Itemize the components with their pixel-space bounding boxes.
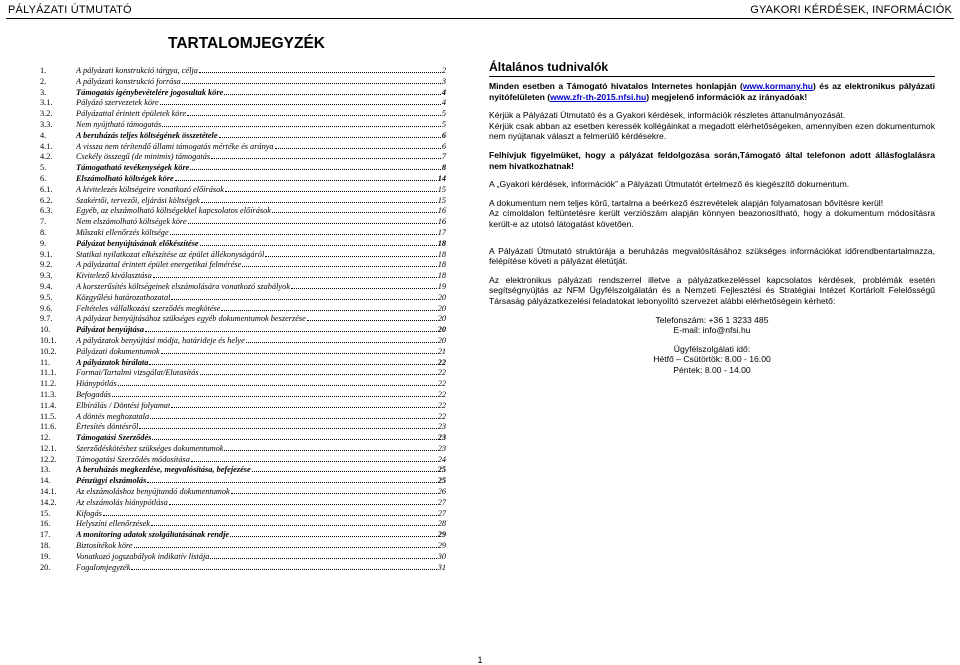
toc-entry[interactable] — [40, 206, 446, 217]
toc-entry[interactable] — [40, 390, 446, 401]
general-info-column — [489, 60, 935, 375]
toc-entry-number: 9.2. — [40, 260, 53, 270]
notice-text-end: ) megjelenő információk az irányadóak! — [646, 91, 808, 102]
toc-entry-number: 10.2. — [40, 346, 57, 356]
toc-entry-page: 14 — [437, 173, 446, 183]
toc-leader-dots — [307, 314, 437, 321]
toc-entry-title: A pályázati konstrukció tárgya, célja — [76, 66, 198, 75]
toc-leader-dots — [211, 152, 441, 159]
toc-entry[interactable] — [40, 476, 446, 487]
toc-entry-number: 9. — [40, 238, 47, 248]
paragraph-version-info: Az címoldalon feltüntetésre került verziószám alapján könnyen beazonosítható, hogy a dokumentum módosításra került-e az utolsó látogatást követően. — [489, 208, 935, 229]
toc-entry-title: A pályázattal érintett épület energetikai felmérése — [76, 260, 242, 270]
toc-leader-dots — [182, 77, 441, 84]
toc-entry-number: 12.1. — [40, 443, 57, 453]
toc-entry-title: Pályázat benyújtásának előkészítése — [76, 238, 199, 248]
kormany-link[interactable]: www.kormany.hu — [742, 81, 814, 91]
toc-entry[interactable] — [40, 196, 446, 207]
toc-leader-dots — [169, 498, 437, 505]
toc-entry-title: A pályázatok bírálata — [76, 357, 149, 367]
toc-entry-title: A pályázat benyújtásához szükséges egyéb dokumentumok beszerzése — [76, 314, 306, 324]
toc-entry-page: 29 — [437, 541, 446, 551]
toc-entry[interactable] — [40, 412, 446, 423]
toc-leader-dots — [230, 530, 437, 537]
toc-leader-dots — [224, 88, 441, 95]
toc-entry[interactable] — [40, 509, 446, 520]
toc-entry-title: Közgyűlési határozathozatal — [76, 292, 171, 302]
toc-entry[interactable] — [40, 455, 446, 466]
notice-text-middle: ) és az elektronikus pályázati nyitófelületen ( — [489, 81, 935, 102]
toc-leader-dots — [246, 336, 437, 343]
toc-entry-number: 1. — [40, 66, 47, 75]
toc-entry-number: 4. — [40, 130, 47, 140]
toc-entry-number: 11.5. — [40, 411, 57, 421]
toc-entry-title: A pályázati konstrukció forrása — [76, 76, 181, 86]
toc-entry-title: A korszerűsítés költségeinek elszámolására vonatkozó szabályok — [76, 281, 290, 291]
toc-entry-number: 9.5. — [40, 292, 53, 302]
toc-entry-number: 3. — [40, 87, 47, 97]
toc-title: TARTALOMJEGYZÉK — [168, 35, 326, 52]
toc-entry-number: 18. — [40, 541, 51, 551]
toc-entry-number: 12. — [40, 433, 51, 443]
paragraph-study-request: Kérjük a Pályázati Útmutató és a Gyakori kérdések, információk részletes áttanulmányozását. — [489, 110, 846, 121]
toc-entry[interactable] — [40, 271, 446, 282]
toc-entry-title: Pályázati dokumentumok — [76, 346, 160, 356]
toc-entry-page: 5 — [441, 119, 446, 129]
toc-entry-number: 7. — [40, 217, 47, 227]
toc-entry-number: 11. — [40, 357, 51, 367]
toc-leader-dots — [149, 358, 436, 365]
toc-entry-number: 6. — [40, 173, 47, 183]
toc-leader-dots — [200, 239, 437, 246]
toc-entry-page: 29 — [437, 530, 446, 540]
toc-entry[interactable] — [40, 88, 446, 99]
toc-entry-title: Értesítés döntésről — [76, 422, 139, 432]
toc-entry-number: 3.3. — [40, 119, 53, 129]
toc-entry-number: 15. — [40, 508, 51, 518]
toc-entry[interactable] — [40, 217, 446, 228]
toc-entry-page: 15 — [437, 195, 446, 205]
notice-text-start: Minden esetben a Támogató hivatalos Internetes honlapján ( — [489, 81, 743, 91]
toc-entry-number: 17. — [40, 530, 51, 540]
toc-entry-page: 20 — [437, 314, 446, 324]
toc-entry[interactable] — [40, 66, 446, 77]
toc-entry-page: 4 — [441, 87, 446, 97]
general-info-title: Általános tudnivalók — [489, 60, 935, 77]
toc-entry-number: 14.1. — [40, 487, 57, 497]
toc-entry-page: 16 — [437, 206, 446, 216]
toc-leader-dots — [118, 379, 437, 386]
toc-entry[interactable] — [40, 163, 446, 174]
toc-entry-page: 17 — [437, 227, 446, 237]
toc-leader-dots — [265, 250, 436, 257]
toc-leader-dots — [175, 174, 437, 181]
toc-entry-title: Formai/Tartalmi vizsgálat/Elutasítás — [76, 368, 199, 378]
toc-leader-dots — [160, 98, 441, 105]
toc-entry-title: Az elszámoláshoz benyújtandó dokumentumok — [76, 487, 230, 497]
toc-entry[interactable] — [40, 120, 446, 131]
toc-entry-title: Feltételes vállalkozási szerződés megkötése — [76, 303, 221, 313]
toc-entry-title: Statikai nyilatkozat elkészítése az épület állékonyságáról — [76, 249, 265, 259]
toc-entry[interactable] — [40, 174, 446, 185]
paragraph-contact-request: Kérjük csak abban az esetben keressék kollégáinkat a megadott elérhetőségeken, amennyiben ezen dokumentumok nem nyújtanak választ a felmerülő kérdésekre. — [489, 120, 935, 142]
toc-leader-dots — [210, 552, 436, 559]
toc-entry-title: Hiánypótlás — [76, 379, 117, 389]
toc-entry-title: Támogatható tevékenységek köre — [76, 163, 190, 173]
toc-leader-dots — [147, 476, 436, 483]
toc-entry-page: 6 — [441, 130, 446, 140]
toc-entry-title: Vonatkozó jogszabályok indikatív listája — [76, 551, 210, 561]
toc-leader-dots — [103, 509, 437, 516]
toc-entry-page: 18 — [437, 238, 446, 248]
toc-entry-page: 27 — [437, 508, 446, 518]
toc-entry-page: 5 — [441, 109, 446, 119]
toc-entry-page: 18 — [437, 249, 446, 259]
toc-entry[interactable] — [40, 131, 446, 142]
toc-entry-number: 11.1. — [40, 368, 57, 378]
paragraph-document-scope: A dokumentum nem teljes körű, tartalma a beérkező észrevételek alapján folyamatosan bővítésre kerül! — [489, 197, 884, 208]
toc-entry[interactable] — [40, 293, 446, 304]
toc-entry-page: 16 — [437, 217, 446, 227]
toc-entry[interactable] — [40, 142, 446, 153]
toc-entry[interactable] — [40, 185, 446, 196]
toc-entry-number: 12.2. — [40, 454, 57, 464]
toc-entry-page: 4 — [441, 98, 446, 108]
toc-entry-title: Elbírálás / Döntési folyamat — [76, 400, 171, 410]
toc-entry-title: A vissza nem térítendő állami támogatás mértéke és aránya — [76, 141, 274, 151]
nfsi-link[interactable]: www.zfr-th-2015.nfsi.hu — [550, 91, 647, 102]
toc-leader-dots — [272, 206, 437, 213]
toc-entry-page: 20 — [437, 303, 446, 313]
toc-entry-number: 13. — [40, 465, 51, 475]
toc-entry-page: 18 — [437, 260, 446, 270]
toc-entry[interactable] — [40, 228, 446, 239]
toc-entry-page: 22 — [437, 357, 446, 367]
toc-leader-dots — [188, 217, 437, 224]
toc-leader-dots — [201, 196, 437, 203]
toc-entry[interactable] — [40, 401, 446, 412]
toc-entry-title: Pénzügyi elszámolás — [76, 476, 147, 486]
toc-leader-dots — [224, 444, 436, 451]
toc-entry-number: 20. — [40, 562, 51, 572]
toc-entry-title: A kivitelezés költségeire vonatkozó előírások — [76, 184, 224, 194]
toc-entry-title: Pályázó szervezetek köre — [76, 98, 159, 108]
toc-entry[interactable] — [40, 541, 446, 552]
toc-entry-number: 4.1. — [40, 141, 53, 151]
toc-entry[interactable] — [40, 109, 446, 120]
toc-entry[interactable] — [40, 98, 446, 109]
toc-entry-page: 25 — [437, 465, 446, 475]
toc-leader-dots — [190, 163, 440, 170]
toc-entry-title: Helyszíni ellenőrzések — [76, 519, 150, 529]
toc-entry-page: 22 — [437, 368, 446, 378]
header-document-title: PÁLYÁZATI ÚTMUTATÓ — [8, 4, 132, 16]
toc-leader-dots — [139, 422, 436, 429]
toc-entry[interactable] — [40, 358, 446, 369]
toc-entry[interactable] — [40, 77, 446, 88]
toc-entry-page: 22 — [437, 389, 446, 399]
paragraph-document-purpose: A „Gyakori kérdések, információk” a Pályázati Útmutatót értelmező és kiegészítő dokumentum. — [489, 179, 850, 190]
toc-entry-page: 6 — [441, 141, 446, 151]
toc-entry-title: Nem nyújtható támogatás — [76, 119, 162, 129]
toc-entry-title: Befogadás — [76, 389, 112, 399]
toc-entry[interactable] — [40, 260, 446, 271]
toc-entry-page: 20 — [437, 292, 446, 302]
toc-entry-page: 23 — [437, 443, 446, 453]
toc-leader-dots — [145, 325, 437, 332]
office-hours-mon-thu: Hétfő – Csütörtök: 8.00 - 16.00 — [653, 354, 771, 365]
toc-entry[interactable] — [40, 304, 446, 315]
toc-entry-number: 9.4. — [40, 281, 53, 291]
toc-entry-number: 5. — [40, 163, 47, 173]
toc-entry-title: Elszámolható költségek köre — [76, 173, 174, 183]
toc-leader-dots — [191, 455, 437, 462]
toc-entry-page: 25 — [437, 476, 446, 486]
toc-entry-page: 26 — [437, 487, 446, 497]
toc-entry-page: 20 — [437, 325, 446, 335]
toc-entry-page: 30 — [437, 551, 446, 561]
toc-entry-title: Az elszámolás hiánypótlása — [76, 497, 168, 507]
toc-leader-dots — [231, 487, 437, 494]
toc-entry[interactable] — [40, 552, 446, 563]
toc-leader-dots — [153, 271, 437, 278]
toc-entry-title: Kivitelező kiválasztása — [76, 271, 152, 281]
toc-entry-number: 14. — [40, 476, 51, 486]
toc-leader-dots — [162, 120, 441, 127]
toc-entry-title: Támogatási Szerződés módosítása — [76, 454, 190, 464]
toc-entry-page: 22 — [437, 379, 446, 389]
toc-leader-dots — [170, 228, 437, 235]
toc-leader-dots — [134, 541, 437, 548]
toc-entry[interactable] — [40, 487, 446, 498]
toc-entry[interactable] — [40, 422, 446, 433]
toc-entry-title: A monitoring adatok szolgáltatásának rendje — [76, 530, 230, 540]
paragraph-structure: A Pályázati Útmutató struktúrája a beruházás megvalósításához szükséges információkat időrendbentartalmazza, felépítése követi a pályázat életútját. — [489, 245, 935, 267]
toc-entry[interactable] — [40, 519, 446, 530]
paragraph-phone-warning: Felhívjuk figyelmüket, hogy a pályázat feldolgozása során,Támogató által telefonon adott állásfoglalásra nem hivatkozhatnak! — [489, 149, 935, 171]
toc-entry-number: 16. — [40, 519, 51, 529]
toc-entry-title: Csekély összegű (de minimis) támogatás — [76, 152, 211, 162]
toc-entry[interactable] — [40, 530, 446, 541]
toc-entry-number: 6.1. — [40, 184, 53, 194]
toc-leader-dots — [252, 465, 437, 472]
toc-entry-page: 3 — [441, 76, 446, 86]
toc-leader-dots — [150, 412, 437, 419]
toc-entry-page: 15 — [437, 184, 446, 194]
toc-entry[interactable] — [40, 444, 446, 455]
toc-entry[interactable] — [40, 250, 446, 261]
toc-entry-number: 6.3. — [40, 206, 53, 216]
toc-entry-number: 4.2. — [40, 152, 53, 162]
toc-entry-page: 19 — [437, 281, 446, 291]
toc-entry-number: 14.2. — [40, 497, 57, 507]
toc-leader-dots — [187, 109, 441, 116]
toc-entry-number: 19. — [40, 551, 51, 561]
toc-entry-number: 10. — [40, 325, 51, 335]
toc-entry-title: A pályázatok benyújtási módja, határideje és helye — [76, 335, 245, 345]
toc-entry-number: 9.6. — [40, 303, 53, 313]
official-sources-notice — [489, 81, 935, 102]
toc-entry-number: 9.3. — [40, 271, 53, 281]
header-divider — [6, 18, 954, 19]
toc-entry-title: Egyéb, az elszámolható költségekkel kapcsolatos előírások — [76, 206, 271, 216]
toc-entry[interactable] — [40, 433, 446, 444]
office-hours-fri: Péntek: 8.00 - 14.00 — [673, 364, 751, 375]
toc-leader-dots — [275, 142, 441, 149]
page-number: 1 — [477, 655, 483, 665]
toc-entry-number: 6.2. — [40, 195, 53, 205]
toc-entry-number: 11.3. — [40, 389, 57, 399]
toc-leader-dots — [225, 185, 437, 192]
toc-entry-title: Nem elszámolható költségek köre — [76, 217, 187, 227]
toc-leader-dots — [161, 347, 437, 354]
toc-entry-page: 7 — [441, 152, 446, 162]
contact-email: E-mail: info@nfsi.hu — [673, 325, 751, 336]
header-section-title: GYAKORI KÉRDÉSEK, INFORMÁCIÓK — [750, 4, 952, 16]
toc-entry-number: 11.2. — [40, 379, 57, 389]
toc-entry-number: 9.7. — [40, 314, 53, 324]
toc-entry[interactable] — [40, 368, 446, 379]
toc-entry-title: Szakértői, tervezői, eljárási költségek — [76, 195, 200, 205]
toc-entry-page: 24 — [437, 454, 446, 464]
toc-entry-page: 23 — [437, 433, 446, 443]
toc-entry-title: Támogatás igénybevételére jogosultak köre — [76, 87, 224, 97]
toc-entry-page: 2 — [441, 66, 446, 75]
toc-entry[interactable] — [40, 282, 446, 293]
toc-leader-dots — [112, 390, 437, 397]
toc-entry-title: Pályázat benyújtása — [76, 325, 144, 335]
toc-entry-page: 18 — [437, 271, 446, 281]
toc-entry-title: Szerződéskötéshez szükséges dokumentumok — [76, 443, 224, 453]
toc-entry[interactable] — [40, 336, 446, 347]
toc-entry-page: 28 — [437, 519, 446, 529]
table-of-contents — [40, 66, 446, 573]
toc-entry[interactable] — [40, 563, 446, 574]
paragraph-support-contacts: Az elektronikus pályázati rendszerrel illetve a pályázatkezeléssel kapcsolatos kérdések, problémák esetén segítségnyújtás az NFM Ügyfélszolgálatán és a Nemzeti Fejlesztési és Stratégiai Intézet Kortárlolt Felelősségű Társaság pályázatkezelési feladatokat lebonyolító szervezet alábbi elérhetőségein kérhető: — [489, 274, 935, 306]
toc-leader-dots — [151, 519, 437, 526]
toc-entry-page: 22 — [437, 400, 446, 410]
toc-entry-title: Kifogás — [76, 508, 102, 518]
toc-entry-number: 3.1. — [40, 98, 53, 108]
toc-entry-title: Fogalomjegyzék — [76, 562, 131, 572]
toc-entry-number: 11.6. — [40, 422, 57, 432]
toc-entry-number: 11.4. — [40, 400, 57, 410]
toc-entry[interactable] — [40, 314, 446, 325]
toc-leader-dots — [171, 293, 436, 300]
toc-entry-number: 8. — [40, 227, 47, 237]
toc-entry-page: 27 — [437, 497, 446, 507]
toc-entry[interactable] — [40, 325, 446, 336]
toc-entry[interactable] — [40, 152, 446, 163]
toc-entry-number: 10.1. — [40, 335, 57, 345]
toc-entry-title: A beruházás teljes költségének összetétele — [76, 130, 218, 140]
toc-entry-title: Biztosítékok köre — [76, 541, 133, 551]
toc-entry-page: 23 — [437, 422, 446, 432]
toc-entry[interactable] — [40, 498, 446, 509]
toc-entry-page: 21 — [437, 346, 446, 356]
toc-entry-title: Pályázattal érintett épületek köre — [76, 109, 187, 119]
toc-leader-dots — [291, 282, 437, 289]
toc-entry-title: A döntés meghozatala — [76, 411, 150, 421]
toc-leader-dots — [152, 433, 436, 440]
toc-entry-page: 8 — [441, 163, 446, 173]
toc-entry-number: 9.1. — [40, 249, 53, 259]
toc-entry[interactable] — [40, 347, 446, 358]
toc-entry[interactable] — [40, 379, 446, 390]
toc-entry[interactable] — [40, 239, 446, 250]
toc-entry[interactable] — [40, 465, 446, 476]
toc-entry-title: A beruházás megkezdése, megvalósítása, befejezése — [76, 465, 251, 475]
toc-leader-dots — [131, 563, 436, 570]
toc-leader-dots — [200, 368, 437, 375]
contact-phone: Telefonszám: +36 1 3233 485 — [655, 314, 769, 325]
toc-entry-page: 20 — [437, 335, 446, 345]
toc-entry-number: 2. — [40, 76, 47, 86]
toc-leader-dots — [171, 401, 436, 408]
toc-leader-dots — [199, 66, 441, 73]
toc-entry-number: 3.2. — [40, 109, 53, 119]
toc-entry-page: 31 — [437, 562, 446, 572]
toc-entry-title: Támogatási Szerződés — [76, 433, 152, 443]
toc-entry-page: 22 — [437, 411, 446, 421]
toc-leader-dots — [242, 260, 437, 267]
toc-entry-title: Műszaki ellenőrzés költsége — [76, 227, 169, 237]
toc-leader-dots — [219, 131, 441, 138]
toc-leader-dots — [221, 304, 436, 311]
office-hours-title: Ügyfélszolgálati idő: — [673, 343, 751, 354]
